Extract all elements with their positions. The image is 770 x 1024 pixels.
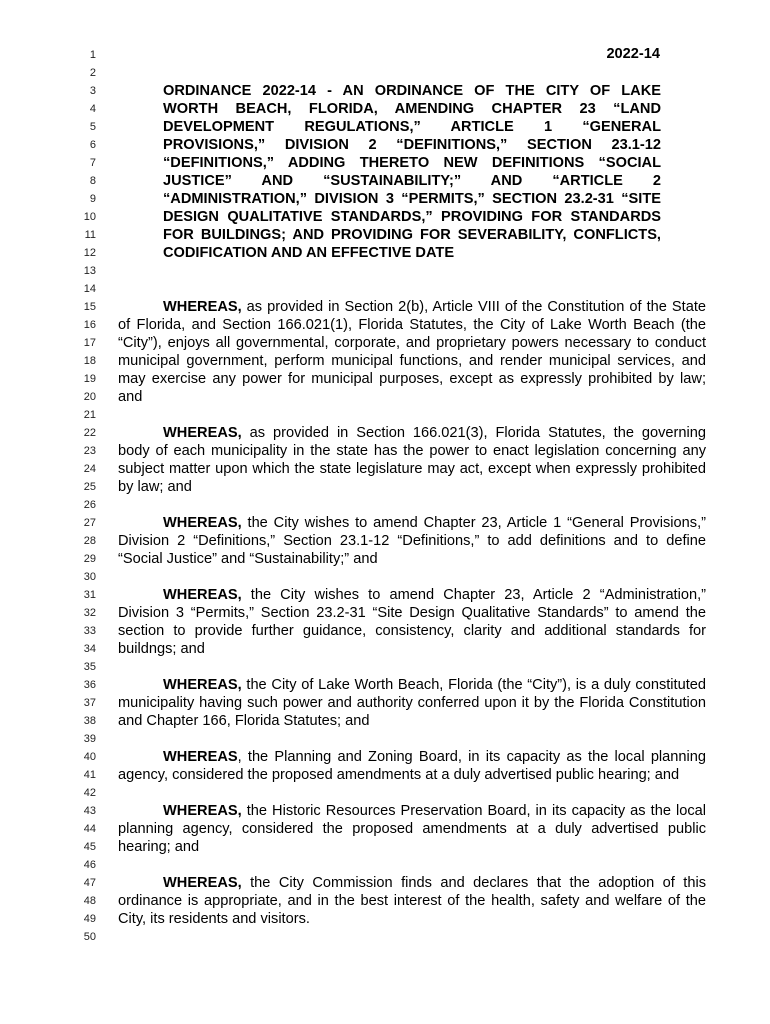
line-number: 37 [83, 697, 96, 709]
line-number: 7 [89, 157, 96, 169]
line-number: 41 [83, 769, 96, 781]
line-number: 32 [83, 607, 96, 619]
line-number: 39 [83, 733, 96, 745]
title-line: JUSTICE” AND “SUSTAINABILITY;” AND “ARTICLE 2 [163, 173, 661, 189]
title-line: ORDINANCE 2022-14 - AN ORDINANCE OF THE CITY OF LAKE [163, 83, 661, 99]
paragraph-first-line: WHEREAS, the City wishes to amend Chapter 23, Article 2 “Administration,” [163, 587, 706, 603]
line-number: 19 [83, 373, 96, 385]
title-line: FOR BUILDINGS; AND PROVIDING FOR SEVERABILITY, CONFLICTS, [163, 227, 661, 243]
line-number: 5 [89, 121, 96, 133]
paragraph-line: and [118, 389, 143, 405]
line-number: 29 [83, 553, 96, 565]
paragraph-line: planning agency, considered the proposed amendments at a duly advertised public [118, 821, 706, 837]
paragraph-line: “City”), enjoys all governmental, corporate, and proprietary powers necessary to conduct [118, 335, 706, 351]
line-number: 30 [83, 571, 96, 583]
line-number: 6 [89, 139, 96, 151]
line-number: 27 [83, 517, 96, 529]
line-number: 44 [83, 823, 96, 835]
paragraph-first-line: WHEREAS, the City wishes to amend Chapter 23, Article 1 “General Provisions,” [163, 515, 706, 531]
paragraph-line: Division 2 “Definitions,” Section 23.1-12 “Definitions,” to add definitions and to define [118, 533, 706, 549]
paragraph-line: section to provide further guidance, consistency, clarity and additional standards for [118, 623, 706, 639]
line-number: 25 [83, 481, 96, 493]
line-number: 49 [83, 913, 96, 925]
paragraph-first-line: WHEREAS, the Planning and Zoning Board, in its capacity as the local planning [163, 749, 706, 765]
title-line: PROVISIONS,” DIVISION 2 “DEFINITIONS,” SECTION 23.1-12 [163, 137, 661, 153]
line-number: 34 [83, 643, 96, 655]
paragraph-line: of Florida, and Section 166.021(1), Florida Statutes, the City of Lake Worth Beach (the [118, 317, 706, 333]
paragraph-first-line: WHEREAS, as provided in Section 2(b), Article VIII of the Constitution of the State [163, 299, 706, 315]
paragraph-line: Division 3 “Permits,” Section 23.2-31 “Site Design Qualitative Standards” to amend the [118, 605, 706, 621]
line-number: 42 [83, 787, 96, 799]
line-number: 40 [83, 751, 96, 763]
paragraph-line: ordinance is appropriate, and in the best interest of the health, safety and welfare of the [118, 893, 706, 909]
paragraph-first-line: WHEREAS, the Historic Resources Preservation Board, in its capacity as the local [163, 803, 706, 819]
paragraph-line: municipality having such power and authority conferred upon it by the Florida Constitution [118, 695, 706, 711]
line-number: 13 [83, 265, 96, 277]
title-line: “ADMINISTRATION,” DIVISION 3 “PERMITS,” SECTION 23.2-31 “SITE [163, 191, 661, 207]
whereas-label: WHEREAS, [163, 803, 242, 819]
line-number: 46 [83, 859, 96, 871]
line-number: 23 [83, 445, 96, 457]
line-number: 38 [83, 715, 96, 727]
line-number: 26 [83, 499, 96, 511]
line-number: 14 [83, 283, 96, 295]
line-number: 22 [83, 427, 96, 439]
paragraph-line: by law; and [118, 479, 192, 495]
line-number: 20 [83, 391, 96, 403]
line-number: 2 [89, 67, 96, 79]
paragraph-line: City, its residents and visitors. [118, 911, 310, 927]
whereas-label: WHEREAS [163, 749, 238, 765]
paragraph-first-line: WHEREAS, as provided in Section 166.021(3), Florida Statutes, the governing [163, 425, 706, 441]
paragraph-first-line: WHEREAS, the City of Lake Worth Beach, Florida (the “City”), is a duly constituted [163, 677, 706, 693]
line-number: 31 [83, 589, 96, 601]
line-number: 50 [83, 931, 96, 943]
title-line: “DEFINITIONS,” ADDING THERETO NEW DEFINITIONS “SOCIAL [163, 155, 661, 171]
line-number: 15 [83, 301, 96, 313]
paragraph-first-line: WHEREAS, the City Commission finds and declares that the adoption of this [163, 875, 706, 891]
line-number: 3 [89, 85, 96, 97]
whereas-label: WHEREAS, [163, 875, 242, 891]
whereas-label: WHEREAS, [163, 587, 242, 603]
paragraph-line: may exercise any power for municipal purposes, except as expressly prohibited by law; [118, 371, 706, 387]
paragraph-line: and Chapter 166, Florida Statutes; and [118, 713, 370, 729]
line-number: 24 [83, 463, 96, 475]
paragraph-line: municipal government, perform municipal functions, and render municipal services, and [118, 353, 706, 369]
paragraph-line: subject matter upon which the state legislature may act, except when expressly prohibited [118, 461, 706, 477]
title-line: DESIGN QUALITATIVE STANDARDS,” PROVIDING FOR STANDARDS [163, 209, 661, 225]
line-number: 35 [83, 661, 96, 673]
line-number: 4 [89, 103, 96, 115]
paragraph-line: “Social Justice” and “Sustainability;” and [118, 551, 378, 567]
title-line: CODIFICATION AND AN EFFECTIVE DATE [163, 245, 455, 261]
whereas-label: WHEREAS, [163, 677, 242, 693]
whereas-label: WHEREAS, [163, 425, 242, 441]
ordinance-number: 2022-14 [606, 46, 660, 62]
line-number: 47 [83, 877, 96, 889]
line-number: 28 [83, 535, 96, 547]
line-number: 18 [83, 355, 96, 367]
line-number: 16 [83, 319, 96, 331]
line-number: 1 [89, 49, 96, 61]
whereas-label: WHEREAS, [163, 299, 242, 315]
line-number: 36 [83, 679, 96, 691]
title-line: WORTH BEACH, FLORIDA, AMENDING CHAPTER 23 “LAND [163, 101, 661, 117]
line-number: 48 [83, 895, 96, 907]
paragraph-line: hearing; and [118, 839, 200, 855]
line-number: 11 [84, 229, 96, 241]
paragraph-line: body of each municipality in the state has the power to enact legislation concerning any [118, 443, 706, 459]
line-number: 17 [83, 337, 96, 349]
title-line: DEVELOPMENT REGULATIONS,” ARTICLE 1 “GENERAL [163, 119, 661, 135]
line-number: 33 [83, 625, 96, 637]
line-number: 8 [89, 175, 96, 187]
line-number: 43 [83, 805, 96, 817]
paragraph-line: buildngs; and [118, 641, 205, 657]
line-number: 9 [89, 193, 96, 205]
line-number: 21 [83, 409, 96, 421]
whereas-label: WHEREAS, [163, 515, 242, 531]
line-number: 12 [83, 247, 96, 259]
line-number: 10 [83, 211, 96, 223]
line-number: 45 [83, 841, 96, 853]
paragraph-line: agency, considered the proposed amendments at a duly advertised public hearing; and [118, 767, 680, 783]
